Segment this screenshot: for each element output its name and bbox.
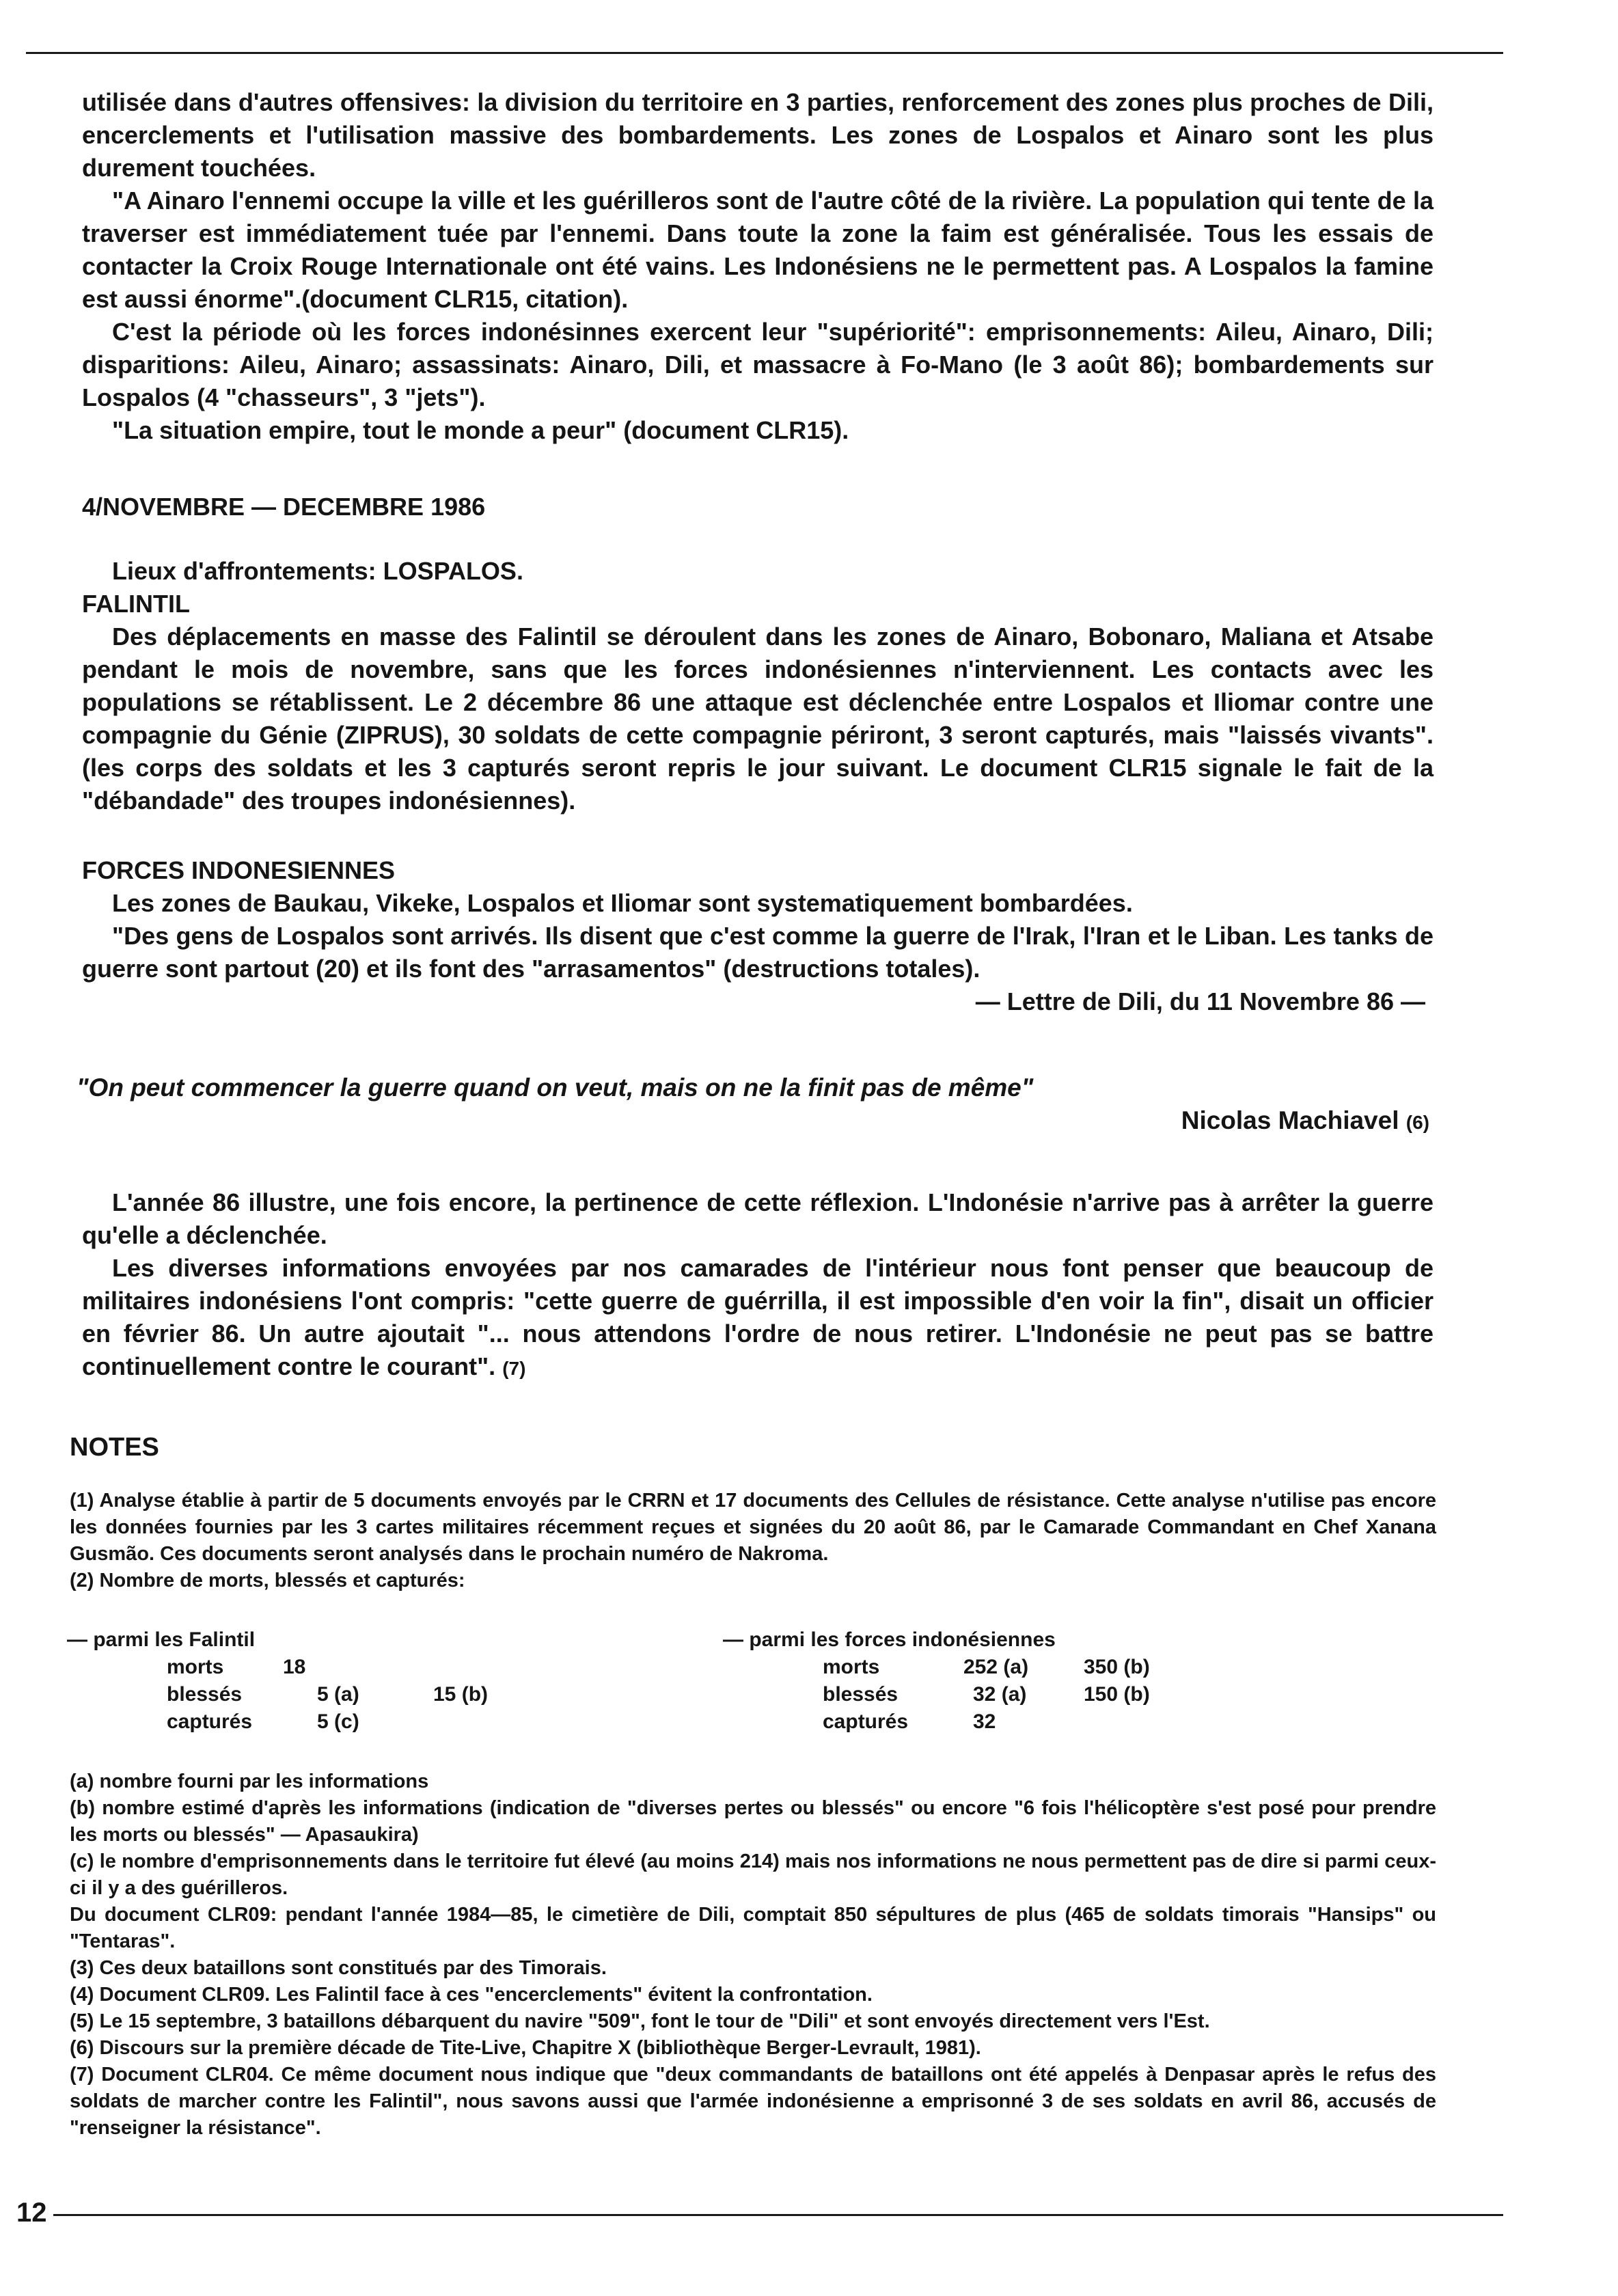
top-rule <box>26 52 1503 54</box>
epigraph-ref: (6) <box>1406 1112 1429 1133</box>
epigraph-quote: "On peut commencer la guerre quand on veut, mais on ne la finit pas de même" <box>77 1074 1034 1102</box>
note-b: (b) nombre estimé d'après les informations (indication de "diverses pertes ou blessés" ou encore "6 fois l'hélicoptère s'est posé pour prendre les morts ou blessés" — Apasaukira) <box>70 1797 1436 1846</box>
indonesian-morts-a: 252 (a) <box>963 1656 1029 1678</box>
note-3: (3) Ces deux bataillons sont constitués par des Timorais. <box>70 1957 607 1979</box>
falintil-blesses-b: 15 (b) <box>433 1683 489 1706</box>
conclusion-ref: (7) <box>502 1358 526 1379</box>
note-7: (7) Document CLR04. Ce même document nous indique que "deux commandants de bataillons ont été appelés à Denpasar après le refus des soldats de marcher contre les Falintil", nous savons aussi que l'armée indonésienne a emprisonné 3 de ses soldats en avril 86, accusés de "renseigner la résistance". <box>70 2064 1436 2139</box>
paragraph-conclusion-2 <box>82 1252 1434 1385</box>
subheading-forces-indonesiennes: FORCES INDONESIENNES <box>82 856 396 884</box>
falintil-morts-label: morts <box>167 1656 224 1678</box>
note-c: (c) le nombre d'emprisonnements dans le territoire fut élevé (au moins 214) mais nos informations ne nous permettent pas de dire si parmi ceux-ci il y a des guérilleros. <box>70 1850 1436 1899</box>
falintil-blesses-a: 5 (a) <box>317 1683 359 1706</box>
falintil-captures-label: capturés <box>167 1710 253 1733</box>
falintil-captures-a: 5 (c) <box>317 1710 359 1733</box>
indonesian-morts-b: 350 (b) <box>1084 1656 1150 1678</box>
page-number: 12 <box>16 2198 47 2228</box>
indonesian-morts-label: morts <box>823 1656 880 1678</box>
note-2: (2) Nombre de morts, blessés et capturés: <box>70 1570 465 1591</box>
paragraph-forces-2: "Des gens de Lospalos sont arrivés. Ils disent que c'est comme la guerre de l'Irak, l'Iran et le Liban. Les tanks de guerre sont partout (20) et ils font des "arrasamentos" (destructions totales). <box>82 922 1434 983</box>
indonesian-title: — parmi les forces indonésiennes <box>723 1628 1056 1651</box>
falintil-blesses-label: blessés <box>167 1683 243 1706</box>
paragraph-forces-1: Les zones de Baukau, Vikeke, Lospalos et Iliomar sont systematiquement bombardées. <box>112 889 1133 917</box>
indonesian-blesses-b: 150 (b) <box>1084 1683 1150 1706</box>
epigraph-author-name: Nicolas Machiavel <box>1181 1106 1399 1134</box>
paragraph-conclusion-2-text: Les diverses informations envoyées par nos camarades de l'intérieur nous font penser que beaucoup de militaires indonésiens l'ont compris: "cette guerre de guérrilla, il est impossible d'en voir la fin", disait un officier en février 86. Un autre ajoutait "... nous attendons l'ordre de nous retirer. L'Indonésie ne peut pas se battre continuellement contre le courant". <box>82 1254 1434 1380</box>
subheading-falintil: FALINTIL <box>82 590 190 618</box>
paragraph-lieux: Lieux d'affrontements: LOSPALOS. <box>112 557 523 585</box>
indonesian-blesses-label: blessés <box>823 1683 899 1706</box>
note-4: (4) Document CLR09. Les Falintil face à ces "encerclements" évitent la confrontation. <box>70 1984 873 2006</box>
letter-reference: — Lettre de Dili, du 11 Novembre 86 — <box>975 987 1425 1015</box>
indonesian-captures-label: capturés <box>823 1710 909 1733</box>
note-a: (a) nombre fourni par les informations <box>70 1771 429 1792</box>
casualties-table-indonesian <box>723 1626 1270 1742</box>
note-du-document: Du document CLR09: pendant l'année 1984—85, le cimetière de Dili, comptait 850 sépultures de plus (465 de soldats timorais "Hansips" ou "Tentaras". <box>70 1904 1436 1952</box>
paragraph-intro-2: "A Ainaro l'ennemi occupe la ville et les guérilleros sont de l'autre côté de la rivière. La population qui tente de la traverser est immédiatement tuée par l'ennemi. Dans toute la zone la faim est généralisée. Tous les essais de contacter la Croix Rouge Internationale ont été vains. Les Indonésiens ne le permettent pas. A Lospalos la famine est aussi énorme".(document CLR15, citation). <box>82 187 1434 313</box>
section-heading-period: 4/NOVEMBRE — DECEMBRE 1986 <box>82 493 486 521</box>
falintil-morts-a: 18 <box>283 1656 306 1678</box>
paragraph-falintil: Des déplacements en masse des Falintil se déroulent dans les zones de Ainaro, Bobonaro, Maliana et Atsabe pendant le mois de novembre, sans que les forces indonésiennes n'interviennent. Les contacts avec les populations se rétablissent. Le 2 décembre 86 une attaque est déclenchée entre Lospalos et Iliomar contre une compagnie du Génie (ZIPRUS), 30 soldats de cette compagnie périront, 3 seront capturés, mais "laissés vivants". (les corps des soldats et les 3 capturés seront repris le jour suivant. Le document CLR15 signale le fait de la "débandade" des troupes indonésiennes). <box>82 623 1434 815</box>
paragraph-conclusion-1: L'année 86 illustre, une fois encore, la pertinence de cette réflexion. L'Indonésie n'arrive pas à arrêter la guerre qu'elle a déclenchée. <box>82 1188 1434 1249</box>
epigraph-author <box>1181 1104 1429 1139</box>
note-6: (6) Discours sur la première décade de Tite-Live, Chapitre X (bibliothèque Berger-Levrault, 1981). <box>70 2037 981 2059</box>
falintil-title: — parmi les Falintil <box>67 1628 256 1651</box>
indonesian-blesses-a: 32 (a) <box>973 1683 1027 1706</box>
note-5: (5) Le 15 septembre, 3 bataillons débarquent du navire "509", font le tour de "Dili" et sont envoyés directement vers l'Est. <box>70 2010 1210 2032</box>
notes-heading: NOTES <box>70 1433 159 1462</box>
paragraph-intro-3: C'est la période où les forces indonésinnes exercent leur "supériorité": emprisonnements: Aileu, Ainaro, Dili; disparitions: Aileu, Ainaro; assassinats: Ainaro, Dili, et massacre à Fo-Mano (le 3 août 86); bombardements sur Lospalos (4 "chasseurs", 3 "jets"). <box>82 318 1434 411</box>
note-1: (1) Analyse établie à partir de 5 documents envoyés par le CRRN et 17 documents des Cellules de résistance. Cette analyse n'utilise pas encore les données fournies par les 3 cartes militaires récemment reçues et signées du 20 août 86, par le Camarade Commandant en Chef Xanana Gusmão. Ces documents seront analysés dans le prochain numéro de Nakroma. <box>70 1490 1436 1565</box>
casualties-table-falintil <box>67 1626 600 1742</box>
paragraph-intro-4: "La situation empire, tout le monde a peur" (document CLR15). <box>112 416 849 444</box>
indonesian-captures-a: 32 <box>973 1710 996 1733</box>
bottom-rule <box>53 2214 1503 2216</box>
paragraph-intro-1: utilisée dans d'autres offensives: la division du territoire en 3 parties, renforcement des zones plus proches de Dili, encerclements et l'utilisation massive des bombardements. Les zones de Lospalos et Ainaro sont les plus durement touchées. <box>82 88 1434 182</box>
